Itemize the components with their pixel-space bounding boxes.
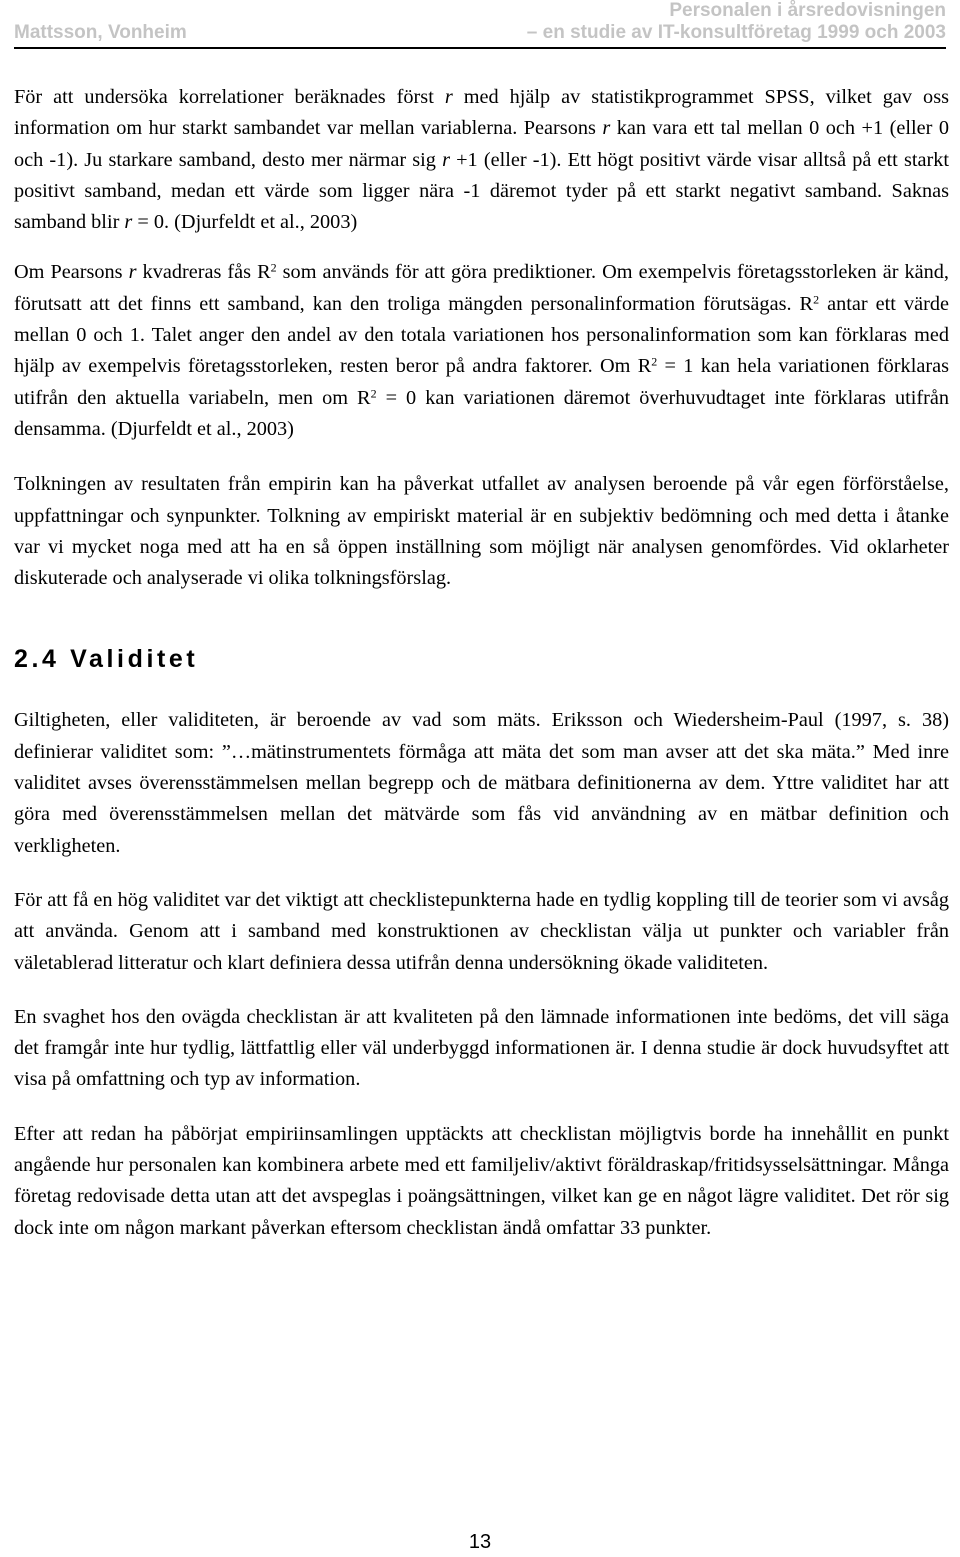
- paragraph-r-squared: Om Pearsons r kvadreras fås $R^2$ som används för att göra prediktioner. Om exempelvis företagsstorleken är känd, förutsatt att det finns ett samband, kan den troliga mängden personalinformation förutsägas. $R^2$ antar ett värde mellan 0 och 1. Talet anger den andel av den totala variationen hos personalinformation som kan förklaras med hjälp av exempelvis företagsstorleken, resten beror på andra faktorer. Om $R^2 = 1$ kan hela variationen förklaras utifrån den aktuella variabeln, men om $R^2 = 0$ kan variationen däremot överhuvudtaget inte förklaras utifrån densamma. (Djurfeldt et al., 2003): [14, 260, 950, 440]
- paragraph-correlation: För att undersöka korrelationer beräknades först r med hjälp av statistikprogrammet SPSS, vilket gav oss information om hur starkt sambandet var mellan variablerna. Pearsons r kan vara ett tal mellan 0 och +1 (eller 0 och -1). Ju starkare samband, desto mer närmar sig r +1 (eller -1). Ett högt positivt värde visar alltså på ett starkt positivt samband, medan ett värde som ligger nära -1 däremot tyder på ett starkt negativt samband. Saknas samband blir r = 0. (Djurfeldt et al., 2003): [14, 86, 949, 234]
- paragraph-weakness: En svaghet hos den ovägda checklistan är att kvaliteten på den lämnade informationen inte bedöms, det vill säga det framgår inte hur tydlig, lättfattlig eller väl underbyggd informationen är. I denna studie är dock huvudsyftet att visa på omfattning och typ av information.: [14, 1005, 949, 1091]
- section-heading: 2.4 Validitet: [14, 645, 199, 674]
- running-header-title: [527, 0, 946, 44]
- page-body: [14, 82, 949, 1267]
- paragraph-family-life: Efter att redan ha påbörjat empiriinsamlingen upptäckts att checklistan möjligtvis borde ha innehållit en punkt angående hur personalen kan kombinera arbete med ett familjeliv/aktivt föräldraskap/fritidsysselsättningar. Många företag redovisade detta utan att det avspeglas i poängsättningen, vilket kan ge en något lägre validitet. Det rör sig dock inte om någon markant påverkan eftersom checklistan ändå omfattar 33 punkter.: [14, 1122, 949, 1239]
- running-header-authors: Mattsson, Vonheim: [14, 22, 187, 43]
- page-number: 13: [468, 1531, 492, 1553]
- paragraph-validity-definition: Giltigheten, eller validiteten, är beroende av vad som mäts. Eriksson och Wiedersheim-Paul (1997, s. 38) definierar validitet som: ”…mätinstrumentets förmåga att mäta det som man avser att det ska mäta.” Med inre validitet avses överensstämmelsen mellan begrepp och de mätbara definitionerna av dem. Yttre validitet har att göra med överensstämmelsen mellan det mätvärde som fås vid användning av en mätbar definition och verkligheten.: [14, 709, 949, 857]
- running-header-title-line2: – en studie av IT-konsultföretag 1999 och 2003: [526, 22, 946, 43]
- header-rule: [14, 47, 946, 49]
- running-header-title-line1: Personalen i årsredovisningen: [669, 0, 946, 21]
- paragraph-validity-checklist: För att få en hög validitet var det viktigt att checklistepunkterna hade en tydlig koppling till de teorier som vi avsåg att använda. Genom att i samband med konstruktionen av checklistan välja ut punkter och variabler från väletablerad litteratur och klart definiera dessa utifrån denna undersökning ökade validiteten.: [14, 888, 949, 974]
- paragraph-interpretation: Tolkningen av resultaten från empirin kan ha påverkat utfallet av analysen beroende på vår egen förförståelse, uppfattningar och synpunkter. Tolkning av empiriskt material är en subjektiv bedömning och med detta i åtanke var vi mycket noga med att ha en så öppen inställning som möjligt när analysen genomfördes. Vid oklarheter diskuterade och analyserade vi olika tolkningsförslag.: [14, 473, 949, 590]
